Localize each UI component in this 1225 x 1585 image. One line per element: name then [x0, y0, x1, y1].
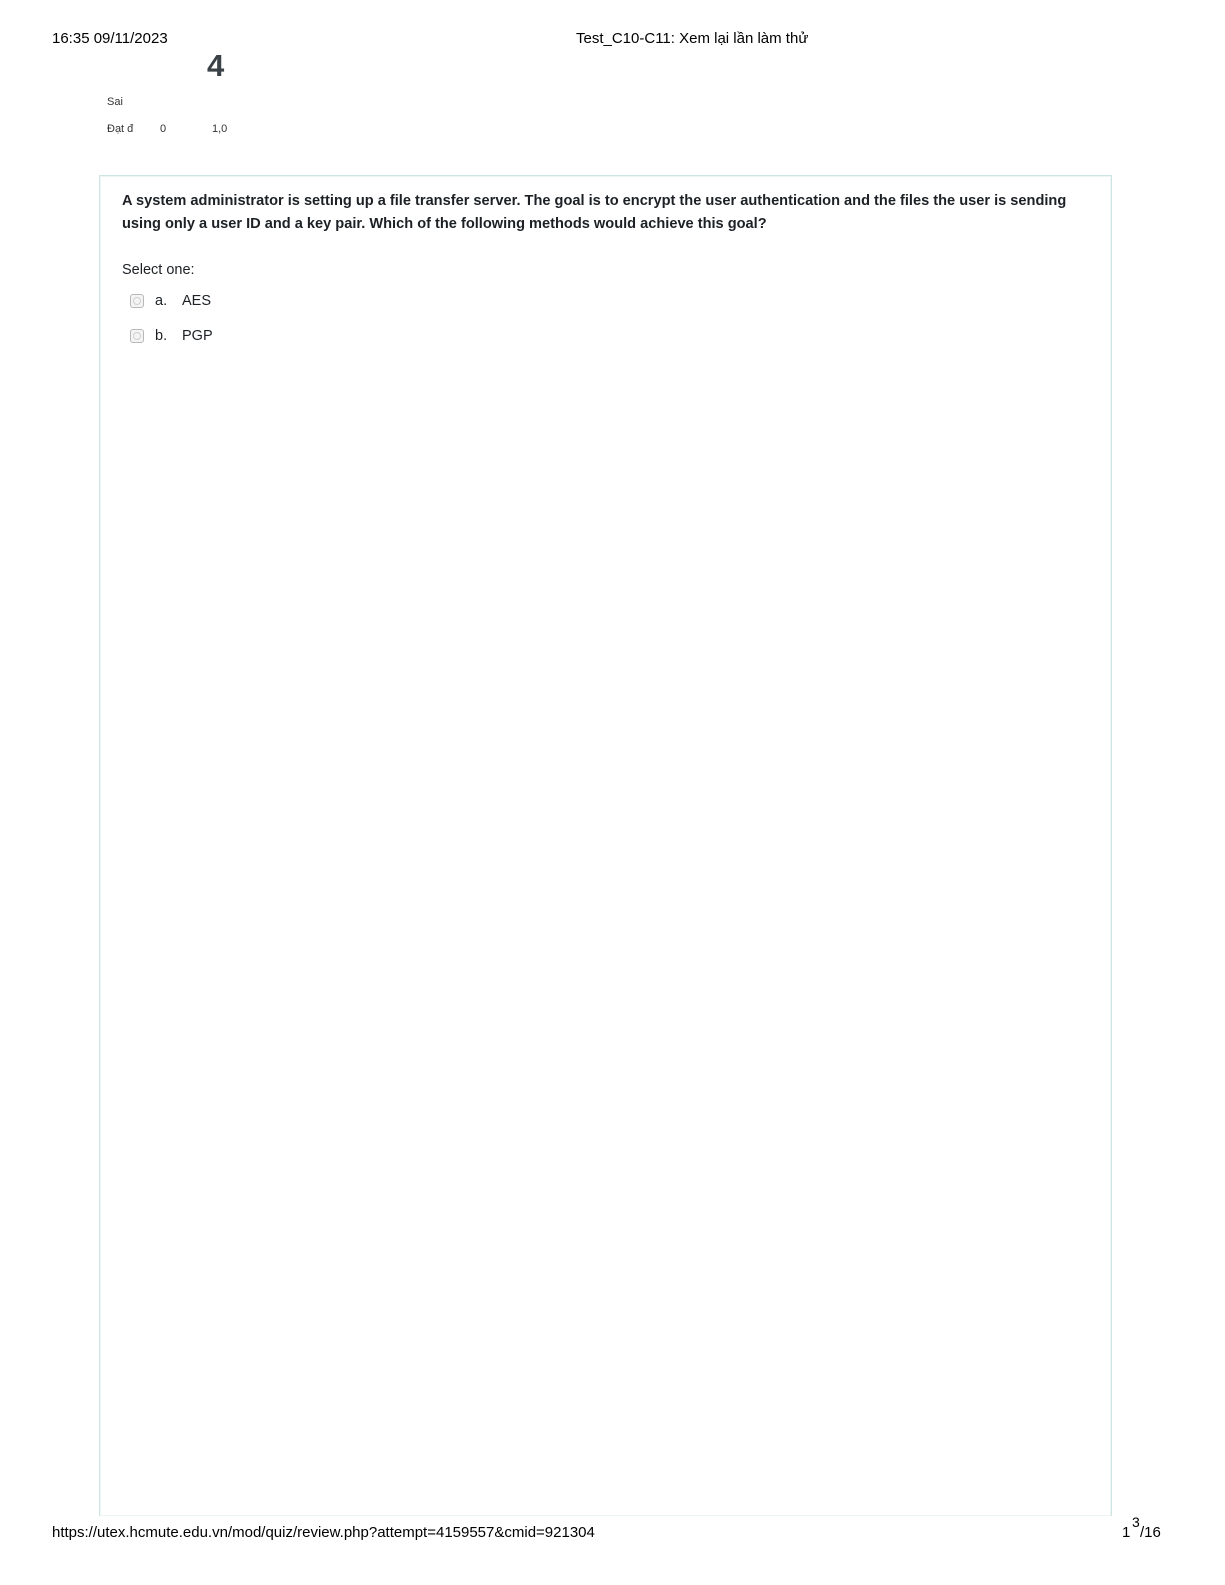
radio-button-icon[interactable]	[130, 294, 144, 308]
question-state: Sai	[107, 96, 123, 108]
print-datetime: 16:35 09/11/2023	[52, 30, 168, 47]
select-one-prompt: Select one:	[122, 262, 195, 278]
page-number-superscript: 3	[1132, 1514, 1140, 1530]
question-number: 4	[207, 48, 225, 83]
question-text: A system administrator is setting up a file transfer server. The goal is to encrypt the user authentication and the files the user is sending using only a user ID and a key pair. Which of the following methods would achieve this goal?	[122, 193, 1067, 232]
option-letter: a.	[155, 293, 168, 309]
answer-option-a[interactable]	[130, 291, 211, 311]
option-letter: b.	[155, 328, 168, 344]
option-label: AES	[182, 293, 212, 309]
grade-value: 0	[160, 123, 167, 135]
grade-max: 1,0	[212, 123, 228, 135]
radio-button-icon[interactable]	[130, 329, 144, 343]
print-page-title: Test_C10-C11: Xem lại lần làm thử	[576, 30, 809, 47]
question-card	[99, 175, 1112, 1516]
page-number-total: /16	[1140, 1524, 1161, 1541]
answer-option-b[interactable]	[130, 326, 213, 346]
grade-label: Đạt đ	[107, 123, 134, 135]
option-label: PGP	[182, 328, 213, 344]
page-number-part: 1	[1122, 1524, 1131, 1541]
print-page-number	[1122, 1514, 1182, 1544]
print-url: https://utex.hcmute.edu.vn/mod/quiz/review.php?attempt=4159557&cmid=921304	[52, 1524, 595, 1541]
